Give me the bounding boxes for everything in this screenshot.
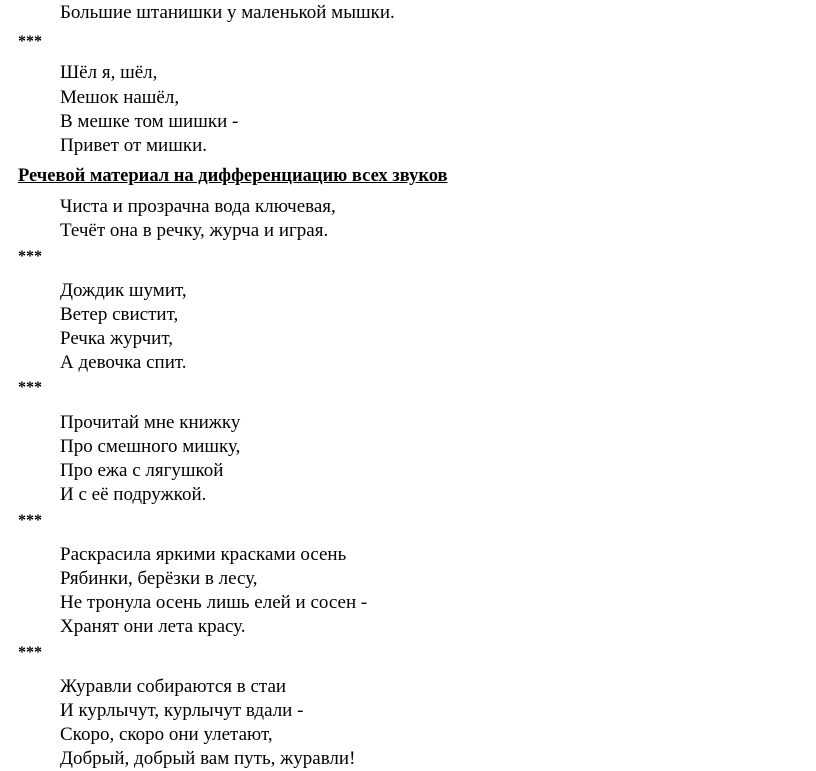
separator: ***	[18, 644, 42, 661]
separator: ***	[18, 512, 42, 529]
separator: ***	[18, 379, 42, 396]
separator: ***	[18, 248, 42, 265]
poem-line: Речка журчит,	[60, 328, 173, 349]
poem-line: Журавли собираются в стаи	[60, 676, 287, 697]
poem-line: Скоро, скоро они улетают,	[60, 724, 273, 745]
poem-line: Привет от мишки.	[60, 135, 208, 156]
poem-line: В мешке том шишки -	[60, 111, 239, 132]
section-heading: Речевой материал на дифференциацию всех звуков	[18, 166, 448, 186]
poem-line: Хранят они лета красу.	[60, 616, 246, 637]
poem-line: А девочка спит.	[60, 352, 187, 373]
poem-line: Дождик шумит,	[60, 280, 187, 301]
poem-line: Чиста и прозрачна вода ключевая,	[60, 196, 336, 217]
poem-line: Не тронула осень лишь елей и сосен -	[60, 592, 368, 613]
poem-line: Течёт она в речку, журча и играя.	[60, 220, 329, 241]
poem-line: Большие штанишки у маленькой мышки.	[60, 2, 395, 23]
poem-line: Добрый, добрый вам путь, журавли!	[60, 748, 356, 769]
poem-line: И курлычут, курлычут вдали -	[60, 700, 304, 721]
poem-line: Про ежа с лягушкой	[60, 460, 224, 481]
separator: ***	[18, 33, 42, 50]
poem-line: Рябинки, берёзки в лесу,	[60, 568, 258, 589]
poem-line: И с её подружкой.	[60, 484, 207, 505]
poem-line: Шёл я, шёл,	[60, 62, 158, 83]
poem-line: Прочитай мне книжку	[60, 412, 241, 433]
poem-line: Раскрасила яркими красками осень	[60, 544, 347, 565]
poem-line: Мешок нашёл,	[60, 87, 180, 108]
poem-line: Ветер свистит,	[60, 304, 179, 325]
poem-line: Про смешного мишку,	[60, 436, 241, 457]
